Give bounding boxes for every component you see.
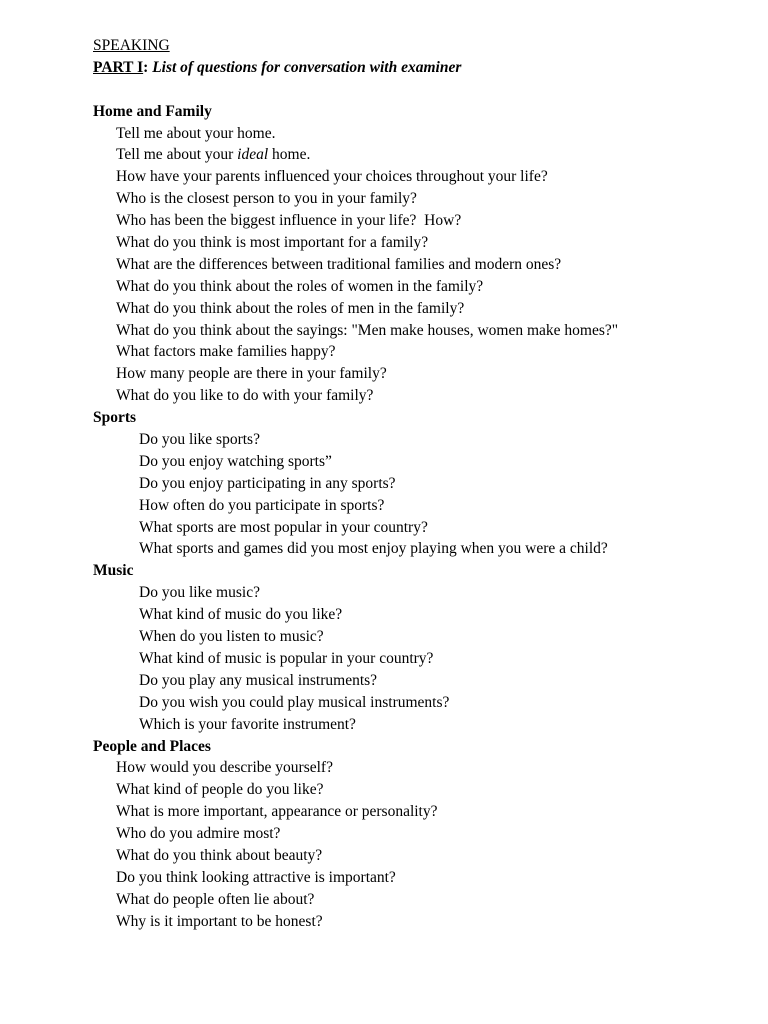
question-item: Do you like sports? xyxy=(139,431,260,449)
question-item: Do you wish you could play musical instruments? xyxy=(139,693,450,711)
section-title-sports: Sports xyxy=(93,409,137,427)
question-item: What do you like to do with your family? xyxy=(116,387,374,405)
question-item: Who do you admire most? xyxy=(116,825,281,843)
question-item: Why is it important to be honest? xyxy=(116,912,323,930)
question-item: Do you enjoy watching sports” xyxy=(139,452,332,470)
question-item: What do you think about the roles of women in the family? xyxy=(116,277,484,295)
question-item: Do you think looking attractive is important? xyxy=(116,868,396,886)
section-title-home-family: Home and Family xyxy=(93,102,212,120)
part-colon: : xyxy=(143,58,149,76)
question-item: Do you like music? xyxy=(139,584,260,602)
question-item: What factors make families happy? xyxy=(116,343,336,361)
question-item: Tell me about your home. xyxy=(116,124,276,142)
part-label: PART I xyxy=(93,58,144,76)
part-heading xyxy=(93,57,753,79)
question-emphasis: ideal xyxy=(237,146,269,164)
question-text: Tell me about your xyxy=(116,146,238,164)
question-item: Which is your favorite instrument? xyxy=(139,715,356,733)
section-title-people-places: People and Places xyxy=(93,737,211,755)
question-item: What are the differences between traditional families and modern ones? xyxy=(116,255,562,273)
question-item: How often do you participate in sports? xyxy=(139,496,385,514)
question-item: What sports are most popular in your country? xyxy=(139,518,428,536)
question-item: How have your parents influenced your choices throughout your life? xyxy=(116,168,548,186)
question-item: Do you enjoy participating in any sports? xyxy=(139,474,396,492)
question-text: home. xyxy=(268,146,311,164)
section-title-music: Music xyxy=(93,562,134,580)
question-item: What do you think is most important for a family? xyxy=(116,234,429,252)
question-item: What do people often lie about? xyxy=(116,890,315,908)
question-item: What sports and games did you most enjoy playing when you were a child? xyxy=(139,540,608,558)
question-item: What do you think about beauty? xyxy=(116,846,323,864)
question-item: How would you describe yourself? xyxy=(116,759,333,777)
question-item: How many people are there in your family? xyxy=(116,365,387,383)
blank-line xyxy=(93,79,753,101)
question-item: When do you listen to music? xyxy=(139,628,324,646)
question-item: What kind of music do you like? xyxy=(139,606,343,624)
question-item: Who has been the biggest influence in your life? How? xyxy=(116,212,462,230)
question-item: What do you think about the roles of men in the family? xyxy=(116,299,465,317)
part-subtitle: List of questions for conversation with examiner xyxy=(148,58,462,76)
question-item: Do you play any musical instruments? xyxy=(139,671,378,689)
question-item: What is more important, appearance or personality? xyxy=(116,803,438,821)
question-item: Who is the closest person to you in your family? xyxy=(116,190,417,208)
question-item: What do you think about the sayings: "Men make houses, women make homes?" xyxy=(116,321,619,339)
document-page xyxy=(93,35,753,933)
question-item: What kind of music is popular in your country? xyxy=(139,649,434,667)
question-item xyxy=(93,144,753,166)
document-title: SPEAKING xyxy=(93,37,170,54)
question-item: What kind of people do you like? xyxy=(116,781,324,799)
